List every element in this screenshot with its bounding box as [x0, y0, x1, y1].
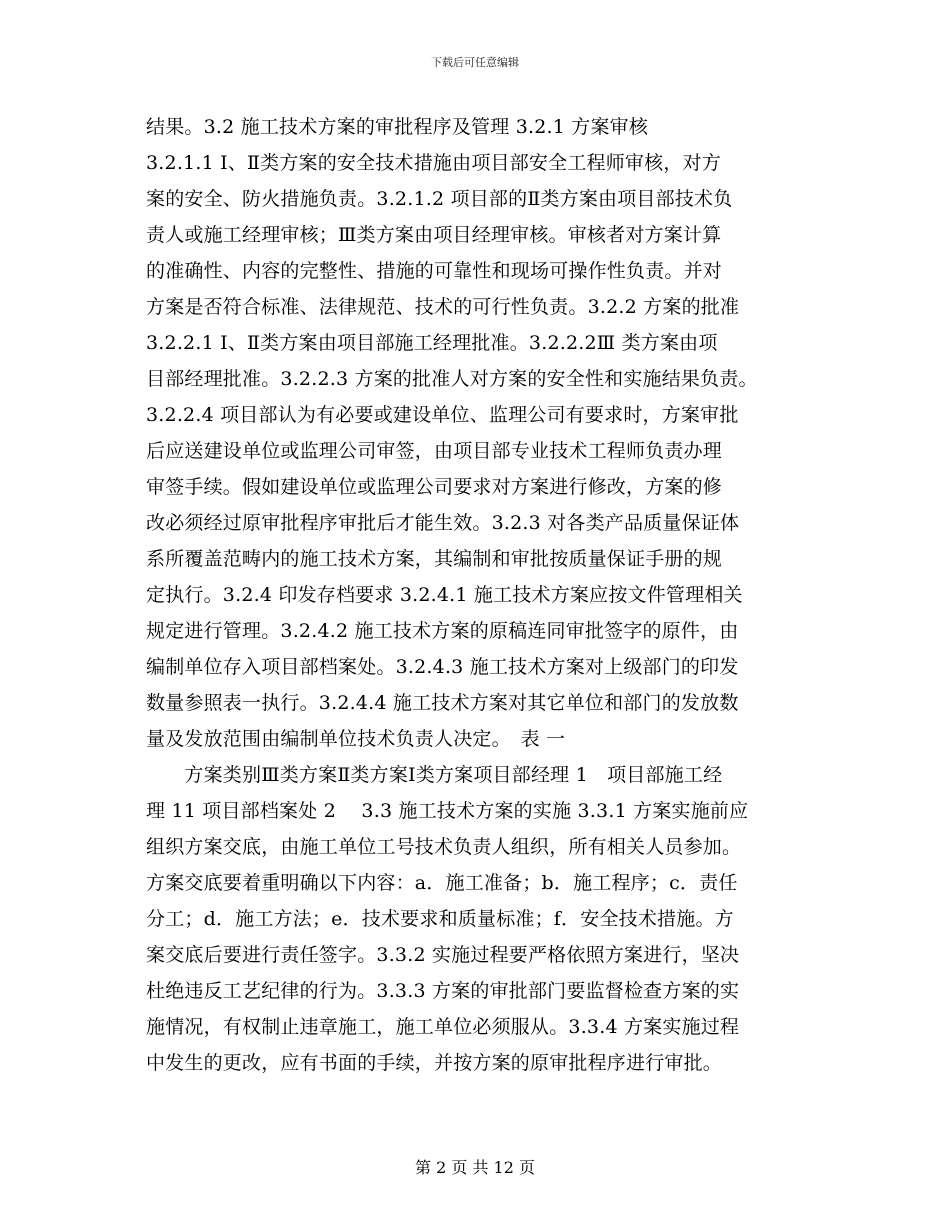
- page-header: 下载后可任意编辑: [431, 56, 519, 69]
- text-line: 3.2.2.4 项目部认为有必要或建设单位、监理公司有要求时，方案审批: [146, 404, 739, 426]
- text-line: 中发生的更改，应有书面的手续，并按方案的原审批程序进行审批。: [146, 1052, 723, 1074]
- text-line: 案的安全、防火措施负责。3.2.1.2 项目部的Ⅱ类方案由项目部技术负: [146, 188, 733, 210]
- text-line: 后应送建设单位或监理公司审签，由项目部专业技术工程师负责办理: [146, 440, 723, 462]
- page-number-footer: 第 2 页 共 12 页: [415, 1158, 535, 1177]
- text-line: 编制单位存入项目部档案处。3.2.4.3 施工技术方案对上级部门的印发: [146, 656, 739, 678]
- text-line: 数量参照表一执行。3.2.4.4 施工技术方案对其它单位和部门的发放数: [146, 692, 739, 714]
- text-line: 结果。3.2 施工技术方案的审批程序及管理 3.2.1 方案审核: [146, 116, 649, 138]
- text-line: 方案是否符合标准、法律规范、技术的可行性负责。3.2.2 方案的批准: [146, 296, 740, 318]
- text-line: 组织方案交底，由施工单位工号技术负责人组织，所有相关人员参加。: [146, 836, 742, 858]
- text-line: 改必须经过原审批程序审批后才能生效。3.2.3 对各类产品质量保证体: [146, 512, 740, 534]
- text-line: 方案交底要着重明确以下内容：a．施工准备；b．施工程序；c．责任: [146, 872, 738, 894]
- text-line: 定执行。3.2.4 印发存档要求 3.2.4.1 施工技术方案应按文件管理相关: [146, 584, 743, 606]
- text-line: 的准确性、内容的完整性、措施的可靠性和现场可操作性负责。并对: [146, 260, 723, 282]
- text-line: 系所覆盖范畴内的施工技术方案，其编制和审批按质量保证手册的规: [146, 548, 723, 570]
- text-line: 3.2.1.1 Ⅰ、Ⅱ类方案的安全技术措施由项目部安全工程师审核，对方: [146, 152, 721, 174]
- text-line: 责人或施工经理审核；Ⅲ类方案由项目经理审核。审核者对方案计算: [146, 224, 722, 246]
- text-line: 案交底后要进行责任签字。3.3.2 实施过程要严格依照方案进行，坚决: [146, 944, 740, 966]
- text-line: 杜绝违反工艺纪律的行为。3.3.3 方案的审批部门要监督检查方案的实: [146, 980, 740, 1002]
- text-line: 3.2.2.1 Ⅰ、Ⅱ类方案由项目部施工经理批准。3.2.2.2Ⅲ 类方案由项: [146, 332, 718, 354]
- text-line: 规定进行管理。3.2.4.2 施工技术方案的原稿连同审批签字的原件，由: [146, 620, 739, 642]
- text-line: 施情况，有权制止违章施工，施工单位必须服从。3.3.4 方案实施过程: [146, 1016, 740, 1038]
- text-line: 审签手续。假如建设单位或监理公司要求对方案进行修改，方案的修: [146, 476, 723, 498]
- text-line: 分工；d．施工方法；e．技术要求和质量标准；f．安全技术措施。方: [146, 908, 734, 930]
- text-line: 量及发放范围由编制单位技术负责人决定。 表 一: [146, 728, 566, 750]
- text-line: 方案类别Ⅲ类方案Ⅱ类方案Ⅰ类方案项目部经理 1 项目部施工经: [146, 764, 723, 786]
- document-body: [146, 109, 826, 1081]
- text-line: 理 11 项目部档案处 2 3.3 施工技术方案的实施 3.3.1 方案实施前应: [146, 800, 749, 822]
- text-line: 目部经理批准。3.2.2.3 方案的批准人对方案的安全性和实施结果负责。: [146, 368, 758, 390]
